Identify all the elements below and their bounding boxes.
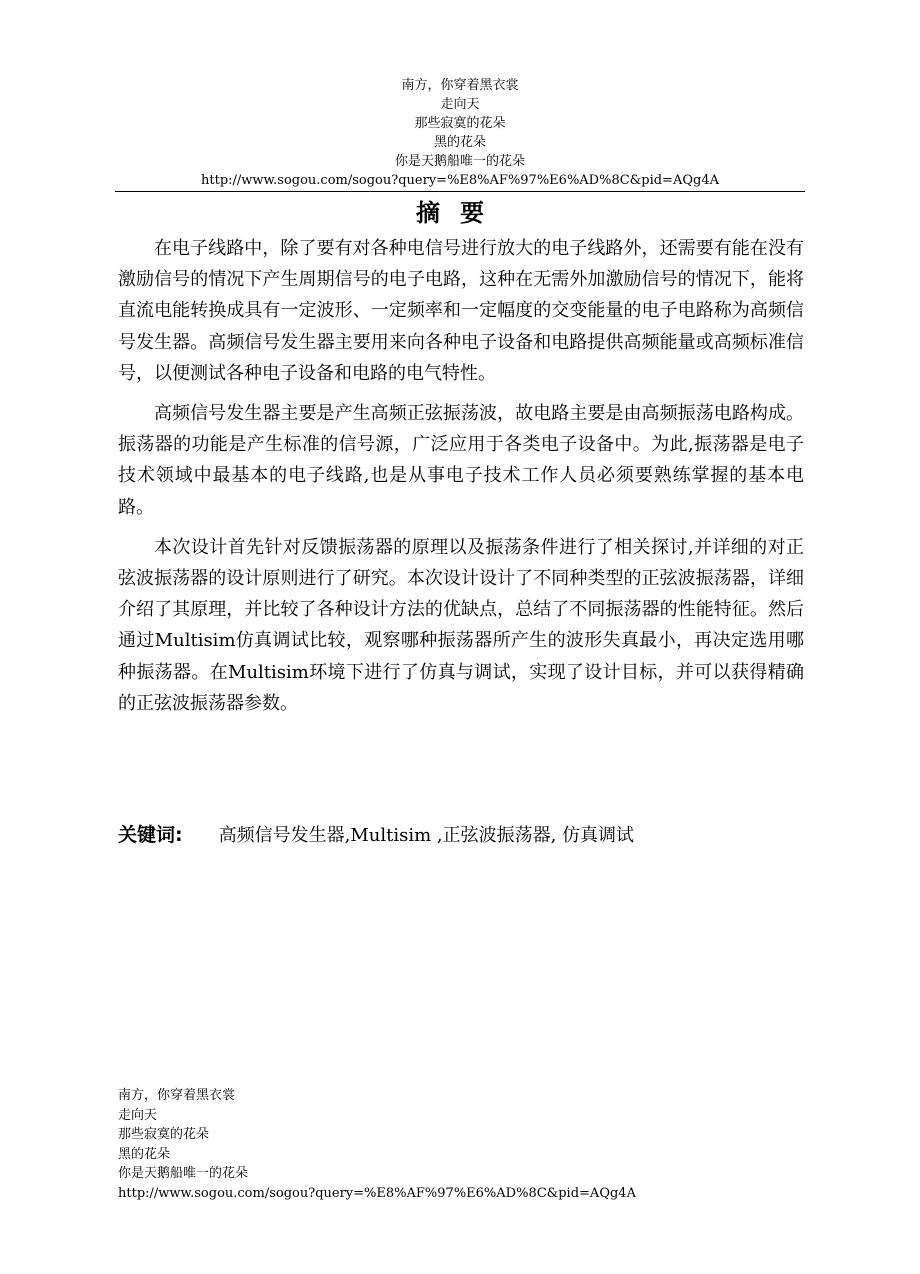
header-poem-line: 南方，你穿着黑衣裳 (401, 78, 519, 93)
keywords-label: 关键词: (118, 824, 183, 846)
header-poem-line: 走向天 (440, 97, 480, 112)
header-url: http://www.sogou.com/sogou?query=%E8%AF%97%E6%AD%8C&pid=AQg4A (201, 173, 719, 188)
abstract-paragraph: 在电子线路中，除了要有对各种电信号进行放大的电子线路外，还需要有能在没有激励信号的情况下产生周期信号的电子电路，这种在无需外加激励信号的情况下，能将直流电能转换成具有一定波形、一定频率和一定幅度的交变能量的电子电路称为高频信号发生器。高频信号发生器主要用来向各种电子设备和电路提供高频能量或高频标准信号，以便测试各种电子设备和电路的电气特性。 (118, 238, 804, 384)
header-poem-line: 黑的花朵 (433, 135, 486, 150)
keywords-text: 高频信号发生器,Multisim ,正弦波振荡器, 仿真调试 (218, 825, 635, 846)
footer-poem-line: 那些寂寞的花朵 (118, 1127, 210, 1142)
page-footer (118, 1086, 878, 1203)
header-poem-line: 你是天鹅船唯一的花朵 (394, 154, 525, 169)
footer-poem-line: 走向天 (118, 1107, 158, 1123)
footer-poem-line: 南方，你穿着黑衣裳 (118, 1088, 236, 1103)
page-header (0, 76, 920, 190)
abstract-paragraph: 本次设计首先针对反馈振荡器的原理以及振荡条件进行了相关探讨,并详细的对正弦波振荡器的设计原则进行了研究。本次设计设计了不同种类型的正弦波振荡器，详细介绍了其原理，并比较了各种设计方法的优缺点，总结了不同振荡器的性能特征。然后通过Multisim仿真调试比较，观察哪种振荡器所产生的波形失真最小，再决定选用哪种振荡器。在Multisim环境下进行了仿真与调试，实现了设计目标，并可以获得精确的正弦波振荡器参数。 (118, 536, 804, 714)
footer-poem-line: 你是天鹅船唯一的花朵 (118, 1166, 249, 1181)
header-poem-line: 那些寂寞的花朵 (414, 116, 506, 131)
keywords-line (118, 820, 818, 851)
header-divider (115, 191, 805, 192)
footer-url: http://www.sogou.com/sogou?query=%E8%AF%97%E6%AD%8C&pid=AQg4A (118, 1185, 636, 1201)
abstract-title: 摘要 (416, 199, 504, 227)
footer-poem-line: 黑的花朵 (118, 1146, 171, 1162)
abstract-body (118, 233, 804, 728)
abstract-paragraph: 高频信号发生器主要是产生高频正弦振荡波，故电路主要是由高频振荡电路构成。振荡器的功能是产生标准的信号源，广泛应用于各类电子设备中。为此,振荡器是电子技术领域中最基本的电子线路,也是从事电子技术工作人员必须要熟练掌握的基本电路。 (118, 403, 804, 518)
